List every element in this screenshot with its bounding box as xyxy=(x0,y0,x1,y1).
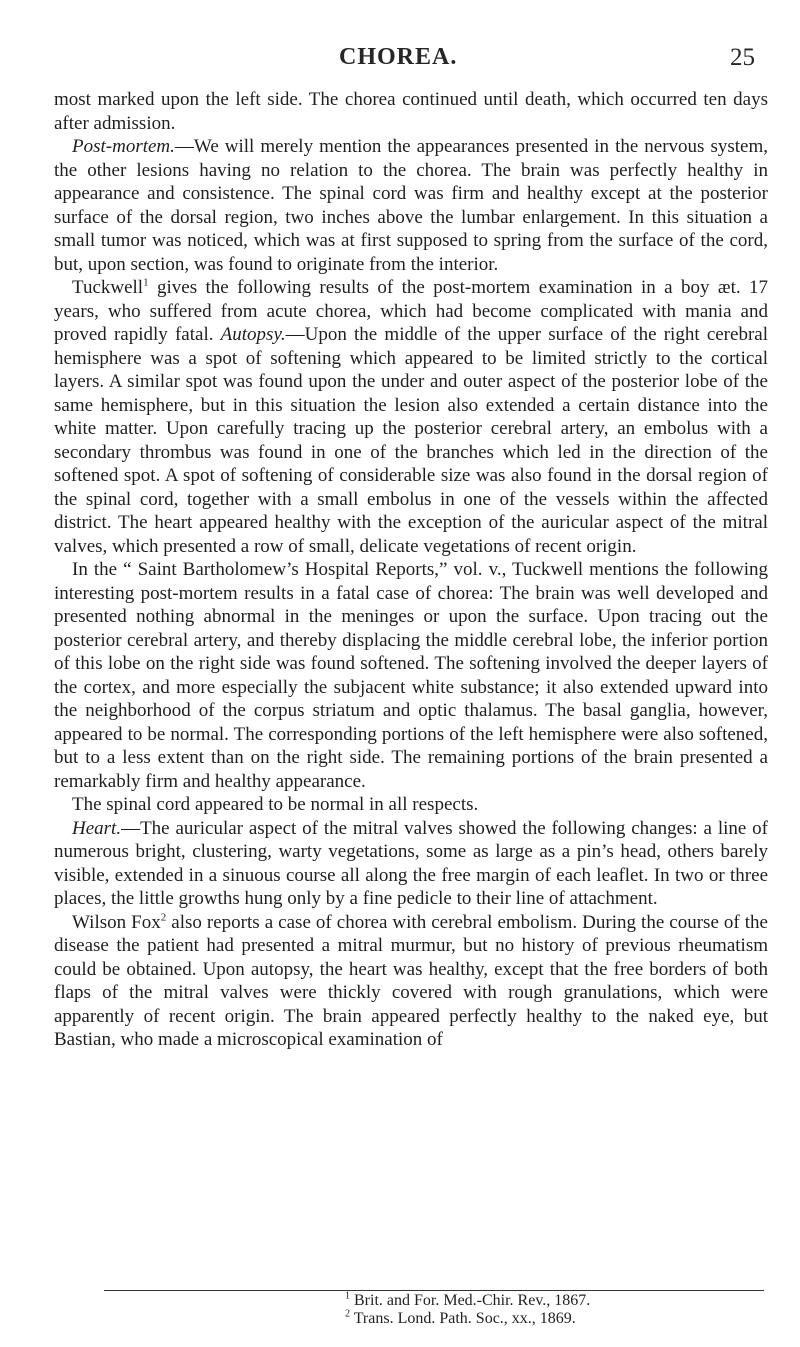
page-header xyxy=(0,44,800,84)
paragraph-text: In the “ Saint Bartholomew’s Hospital Reports,” vol. v., Tuckwell mentions the following interesting post-mortem results in a fatal case of chorea: The brain was well developed and presented nothing abnormal in the meninges or upon the surface. Upon tracing out the posterior cerebral artery, and thereby displacing the middle cerebral lobe, the inferior portion of this lobe on the right side was found softened. The softening involved the deeper layers of the cortex, and more especially the subjacent white substance; it also extended upward into the neighborhood of the corpus striatum and optic thalamus. The basal ganglia, however, appeared to be normal. The corresponding portions of the left hemisphere were also softened, but to a less extent than on the right side. The remaining portions of the brain presented a remarkably firm and healthy appearance. xyxy=(54,559,768,792)
footnote xyxy=(345,1292,590,1310)
footnote-reference: 1 xyxy=(143,276,149,289)
paragraph xyxy=(54,911,768,1052)
paragraph-text: Wilson Fox xyxy=(72,911,161,933)
paragraph xyxy=(54,793,768,817)
paragraph-text: Tuckwell xyxy=(72,277,144,298)
paragraph-text: gives the following results of the post-mortem examination in a boy æt. 17 years, who suffered from acute chorea, which had become complicated with mania and proved rapidly fatal. xyxy=(54,277,768,345)
footnote-reference: 2 xyxy=(160,911,167,924)
paragraph-text: The spinal cord appeared to be normal in all respects. xyxy=(72,794,479,815)
paragraph-lead: Heart. xyxy=(72,817,122,839)
paragraph-lead: Autopsy. xyxy=(220,324,286,345)
paragraph xyxy=(54,276,768,558)
paragraph xyxy=(54,817,768,911)
footnote-mark: 1 xyxy=(345,1290,350,1302)
running-head: CHOREA. xyxy=(339,44,458,70)
footnote xyxy=(345,1310,576,1328)
paragraph-text: —The auricular aspect of the mitral valves showed the following changes: a line of numerous bright, clustering, warty vegetations, some as large as a pin’s head, others barely visible, extended in a sinuous course all along the free margin of each leaflet. In two or three places, the little growths hung only by a fine pedicle to their line of attachment. xyxy=(54,817,768,909)
paragraph-lead: Post-mortem. xyxy=(72,136,175,157)
footnote-divider xyxy=(104,1290,764,1291)
paragraph-text: —Upon the middle of the upper surface of the right cerebral hemisphere was a spot of softening which appeared to be limited strictly to the cortical layers. A similar spot was found upon the under and outer aspect of the posterior lobe of the same hemisphere, but in this situation the lesion also extended a certain distance into the white matter. Upon carefully tracing up the posterior cerebral artery, an embolus with a secondary thrombus was found in one of the branches which led in the direction of the softened spot. A spot of softening of considerable size was also found in the dorsal region of the spinal cord, together with a small embolus in one of the vessels within the affected district. The heart appeared healthy with the exception of the auricular aspect of the mitral valves, which presented a row of small, delicate vegetations of recent origin. xyxy=(54,324,768,557)
paragraph-text: most marked upon the left side. The chorea continued until death, which occurred ten days after admission. xyxy=(54,89,768,134)
body-text xyxy=(54,88,768,1052)
footnote-mark: 2 xyxy=(345,1308,350,1320)
paragraph xyxy=(54,135,768,276)
footnote-text: Trans. Lond. Path. Soc., xx., 1869. xyxy=(350,1310,576,1327)
paragraph xyxy=(54,558,768,793)
footnote-text: Brit. and For. Med.-Chir. Rev., 1867. xyxy=(350,1292,591,1309)
paragraph-text: also reports a case of chorea with cerebral embolism. During the course of the disease the patient had presented a mitral murmur, but no history of previous rheumatism could be obtained. Upon autopsy, the heart was healthy, except that the free borders of both flaps of the mitral valves were thickly covered with rough granulations, which were apparently of recent origin. The brain appeared perfectly healthy to the naked eye, but Bastian, who made a microscopical examination of xyxy=(54,911,768,1050)
paragraph xyxy=(54,88,768,135)
paragraph-text: —We will merely mention the appearances presented in the nervous system, the other lesions having no relation to the chorea. The brain was perfectly healthy in appearance and consistence. The spinal cord was firm and healthy except at the posterior surface of the dorsal region, two inches above the lumbar enlargement. In this situation a small tumor was noticed, which was at first supposed to spring from the surface of the cord, but, upon section, was found to originate from the interior. xyxy=(54,136,768,275)
page-number: 25 xyxy=(730,44,755,71)
